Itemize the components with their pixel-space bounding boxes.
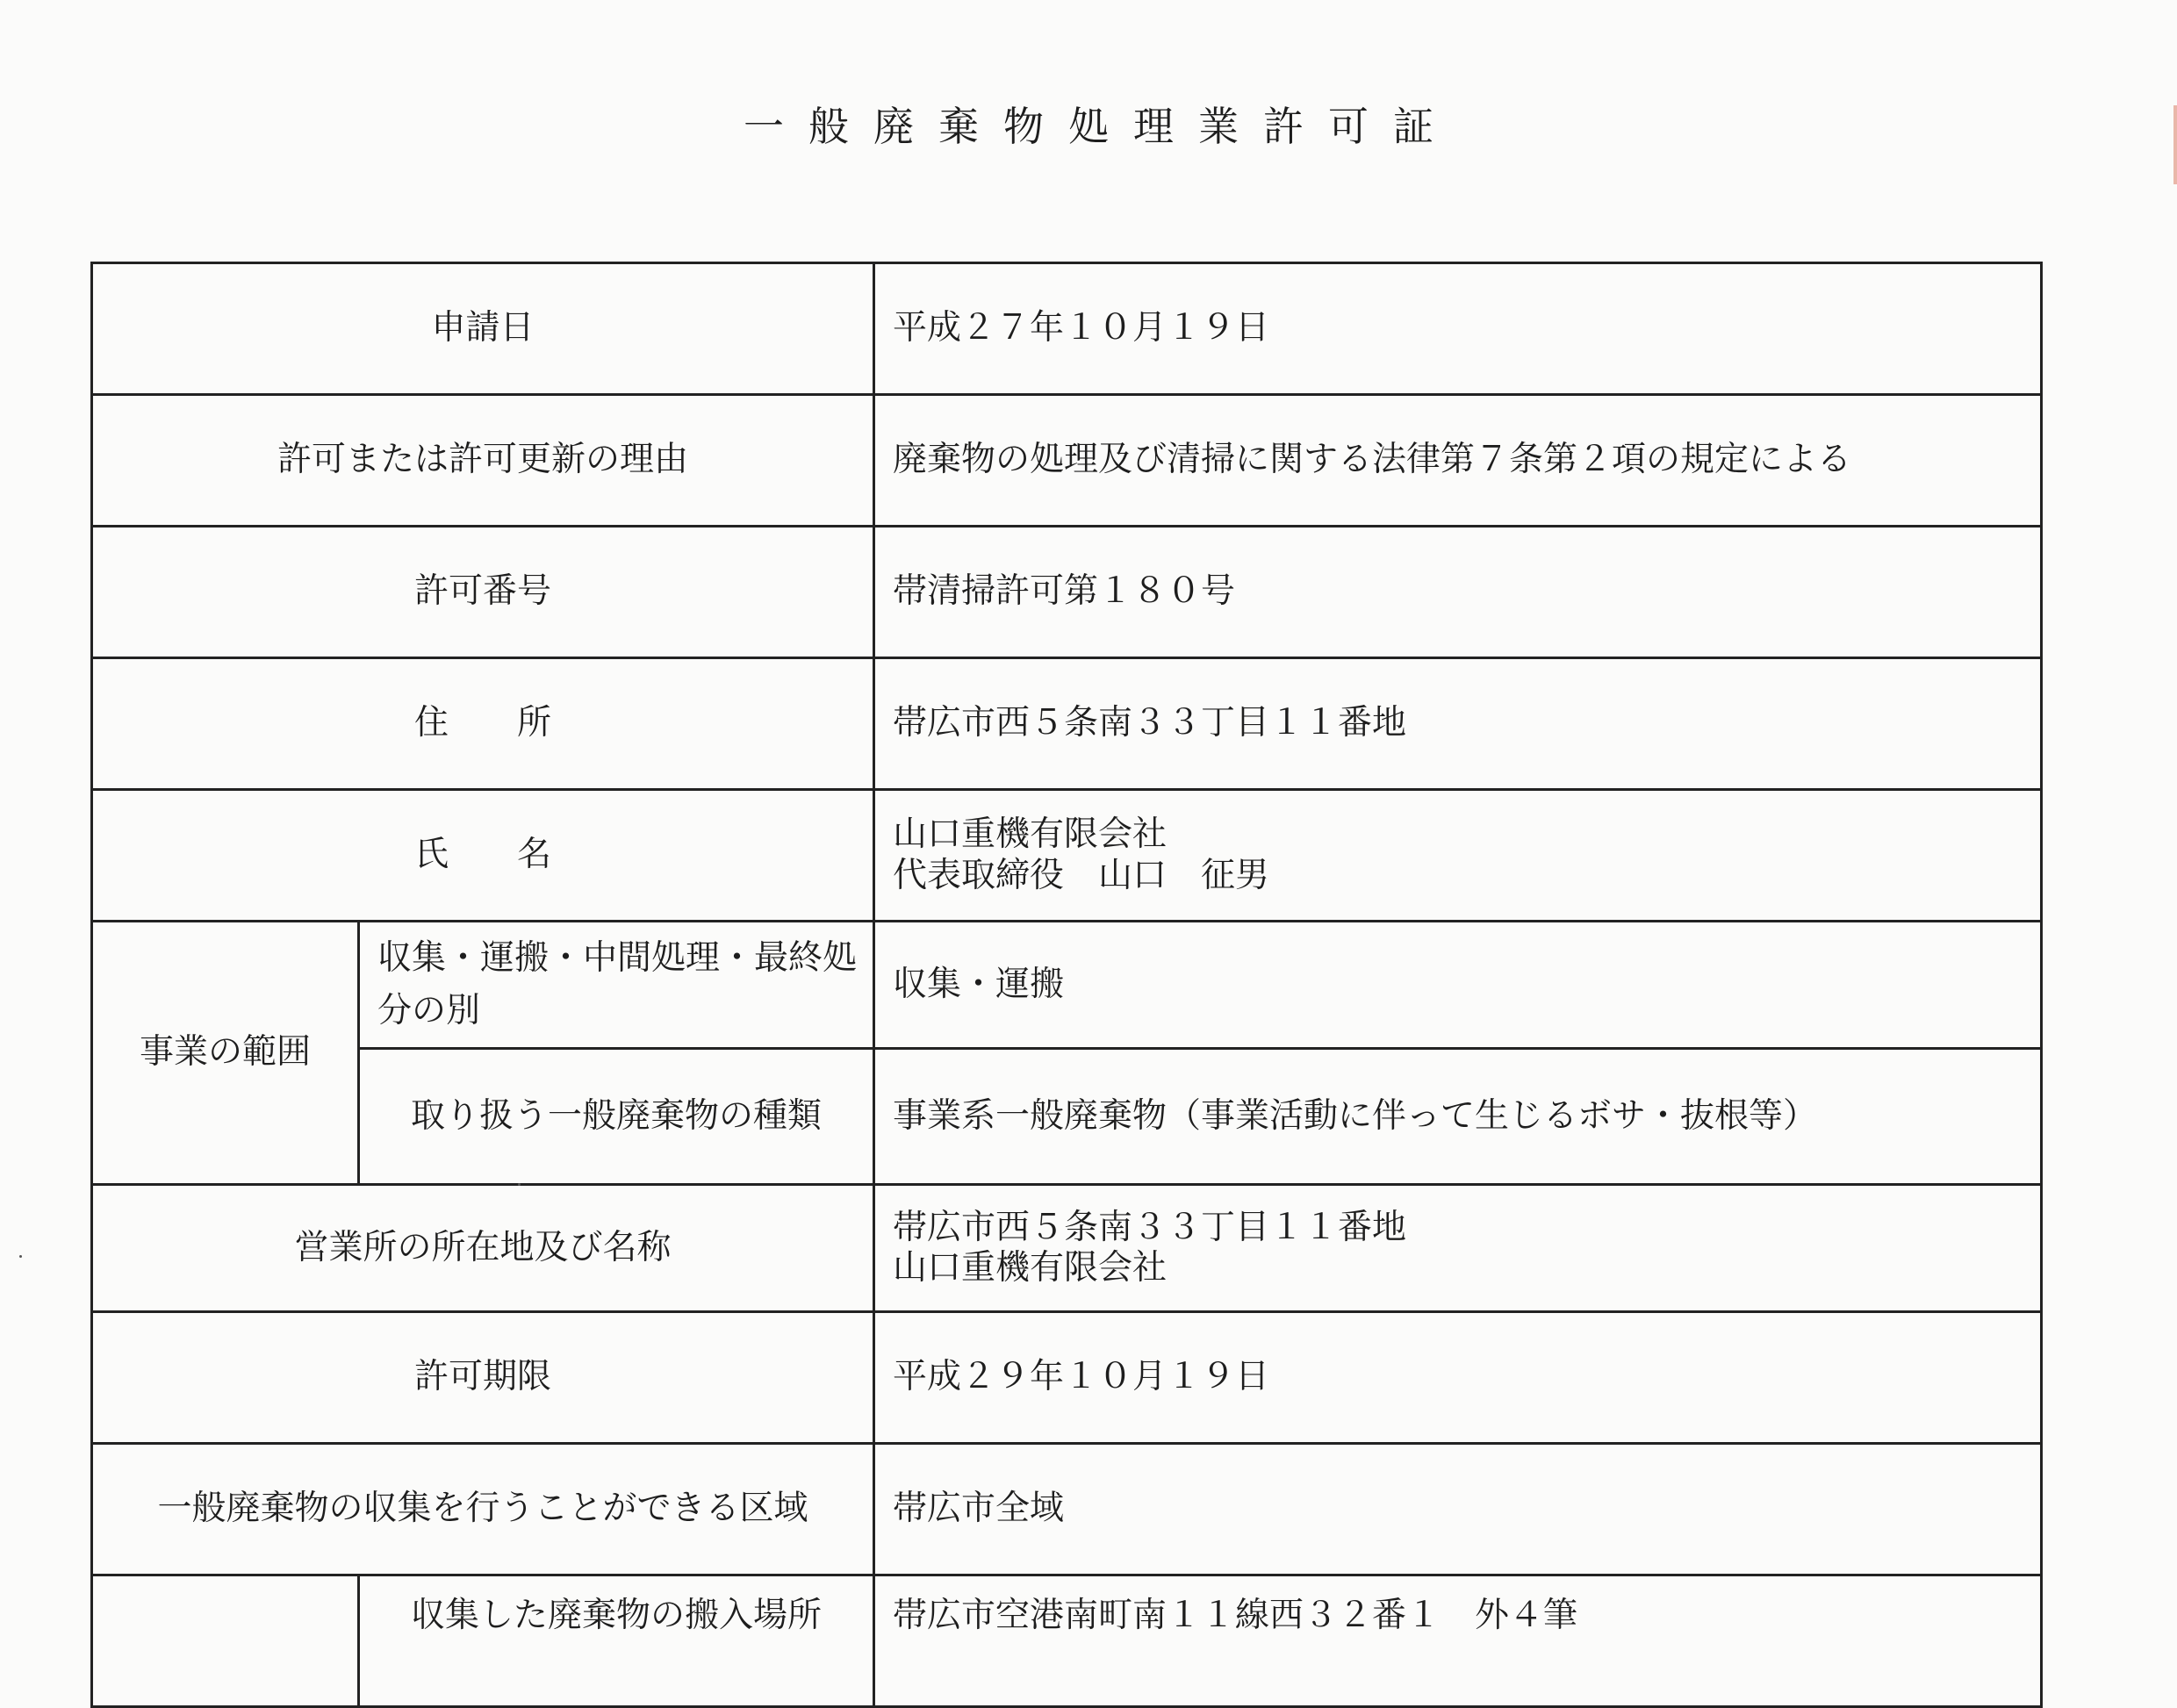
representative-name: 代表取締役 山口 征男 xyxy=(893,855,1270,895)
carry-in-label: 収集した廃棄物の搬入場所 xyxy=(359,1575,874,1707)
expiry-label: 許可期限 xyxy=(92,1312,874,1444)
address-label: 住 所 xyxy=(92,658,874,790)
application-date-value: 平成２７年１０月１９日 xyxy=(874,263,2042,395)
office-value xyxy=(874,1185,2042,1312)
row-reason xyxy=(92,395,2042,527)
paper-edge-mark xyxy=(2173,105,2177,184)
expiry-value: 平成２９年１０月１９日 xyxy=(874,1312,2042,1444)
row-office xyxy=(92,1185,2042,1312)
office-label: 営業所の所在地及び名称 xyxy=(92,1185,874,1312)
row-carry-in xyxy=(92,1575,2042,1707)
address-value: 帯広市西５条南３３丁目１１番地 xyxy=(874,658,2042,790)
row-permit-number xyxy=(92,527,2042,658)
row-address xyxy=(92,658,2042,790)
name-label: 氏 名 xyxy=(92,790,874,922)
row-collection-area xyxy=(92,1444,2042,1575)
company-name: 山口重機有限会社 xyxy=(893,815,1168,855)
carry-in-value: 帯広市空港南町南１１線西３２番１ 外４筆 xyxy=(874,1575,2042,1707)
application-date-label: 申請日 xyxy=(92,263,874,395)
scan-speck xyxy=(19,1255,22,1258)
office-address: 帯広市西５条南３３丁目１１番地 xyxy=(893,1207,1407,1247)
collection-area-value: 帯広市全域 xyxy=(874,1444,2042,1575)
scan-speck xyxy=(518,1183,521,1186)
reason-label: 許可または許可更新の理由 xyxy=(92,395,874,527)
permit-number-value: 帯清掃許可第１８０号 xyxy=(874,527,2042,658)
row-business-type xyxy=(92,922,2042,1049)
waste-kind-label: 取り扱う一般廃棄物の種類 xyxy=(359,1049,874,1185)
permit-number-label: 許可番号 xyxy=(92,527,874,658)
collection-area-label: 一般廃棄物の収集を行うことができる区域 xyxy=(92,1444,874,1575)
row-name xyxy=(92,790,2042,922)
name-value xyxy=(874,790,2042,922)
row-expiry xyxy=(92,1312,2042,1444)
business-type-label: 収集・運搬・中間処理・最終処分の別 xyxy=(359,922,874,1049)
row-application-date xyxy=(92,263,2042,395)
row-waste-kind xyxy=(92,1049,2042,1185)
permit-table xyxy=(90,262,2043,1708)
page-title: 一般廃棄物処理業許可証 xyxy=(744,103,1458,150)
business-type-value: 収集・運搬 xyxy=(874,922,2042,1049)
office-name: 山口重機有限会社 xyxy=(893,1248,1168,1288)
waste-kind-value: 事業系一般廃棄物（事業活動に伴って生じるボサ・抜根等） xyxy=(874,1049,2042,1185)
carry-in-blank-cell xyxy=(92,1575,359,1707)
business-scope-label: 事業の範囲 xyxy=(92,922,359,1185)
reason-value: 廃棄物の処理及び清掃に関する法律第７条第２項の規定による xyxy=(874,395,2042,527)
